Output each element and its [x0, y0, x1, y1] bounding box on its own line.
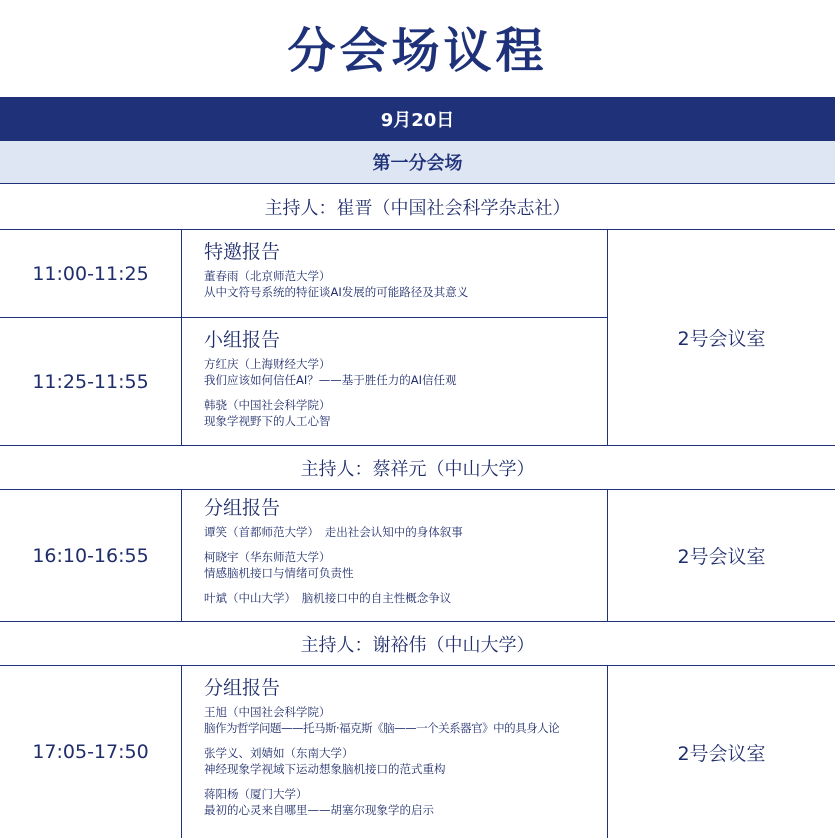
talk-cell — [182, 317, 607, 445]
topic: 情感脑机接口与情绪可负责性 — [204, 566, 354, 580]
talk — [204, 524, 607, 540]
page-title: 分会场议程 — [287, 23, 548, 79]
time-column — [0, 666, 182, 838]
speaker: 王旭（中国社会科学院） — [204, 705, 331, 719]
talk — [204, 745, 607, 777]
talk — [204, 786, 607, 818]
talk — [204, 704, 607, 736]
report-type: 分组报告 — [204, 497, 281, 519]
date-header: 9月20日 — [0, 97, 835, 141]
topic: 脑作为哲学问题——托马斯·福克斯《脑——一个关系器官》中的具身人论 — [204, 721, 560, 735]
speaker: 柯晓宇（华东师范大学） — [204, 550, 331, 564]
topic: 我们应该如何信任AI？——基于胜任力的AI信任观 — [204, 373, 457, 387]
time-slot: 16:10-16:55 — [32, 544, 149, 567]
venue-header: 第一分会场 — [0, 141, 835, 184]
report-type: 小组报告 — [204, 329, 281, 351]
speaker: 蒋阳杨（厦门大学） — [204, 787, 308, 801]
report-type: 分组报告 — [204, 677, 281, 699]
topic: 现象学视野下的人工心智 — [204, 414, 331, 428]
session-host: 主持人：谢裕伟（中山大学） — [0, 622, 835, 666]
room: 2号会议室 — [677, 328, 766, 350]
talk-cell — [182, 490, 607, 621]
talk — [204, 356, 607, 388]
talks-column — [182, 666, 608, 838]
speaker: 方红庆（上海财经大学） — [204, 357, 331, 371]
session-block — [0, 230, 835, 446]
speaker: 董春雨（北京师范大学） — [204, 269, 331, 283]
time-slot: 11:25-11:55 — [0, 317, 181, 445]
time-slot: 17:05-17:50 — [32, 741, 149, 763]
session-block — [0, 666, 835, 838]
topic: 神经现象学视域下运动想象脑机接口的范式重构 — [204, 762, 446, 776]
room: 2号会议室 — [677, 742, 766, 765]
time-column — [0, 230, 182, 445]
session-block — [0, 490, 835, 622]
agenda-table — [0, 97, 835, 838]
topic: 最初的心灵来自哪里——胡塞尔现象学的启示 — [204, 803, 434, 817]
topic: 从中文符号系统的特征谈AI发展的可能路径及其意义 — [204, 285, 469, 299]
speaker: 韩骁（中国社会科学院） — [204, 398, 331, 412]
talk — [204, 549, 607, 581]
talk-line: 叶斌（中山大学） 脑机接口中的自主性概念争议 — [204, 591, 452, 605]
report-type: 特邀报告 — [204, 241, 281, 263]
talk — [204, 590, 607, 606]
talk — [204, 397, 607, 429]
time-column — [0, 490, 182, 621]
session-host: 主持人：崔晋（中国社会科学杂志社） — [0, 184, 835, 230]
talks-column — [182, 230, 608, 445]
talks-column — [182, 490, 608, 621]
talk — [204, 268, 607, 300]
talk-cell — [182, 230, 607, 317]
talk-line: 谭笑（首都师范大学） 走出社会认知中的身体叙事 — [204, 525, 463, 539]
time-slot: 11:00-11:25 — [32, 262, 149, 285]
talk-cell — [182, 666, 607, 838]
room: 2号会议室 — [677, 546, 766, 568]
speaker: 张学义、刘婧如（东南大学） — [204, 746, 354, 760]
session-host: 主持人：蔡祥元（中山大学） — [0, 446, 835, 490]
